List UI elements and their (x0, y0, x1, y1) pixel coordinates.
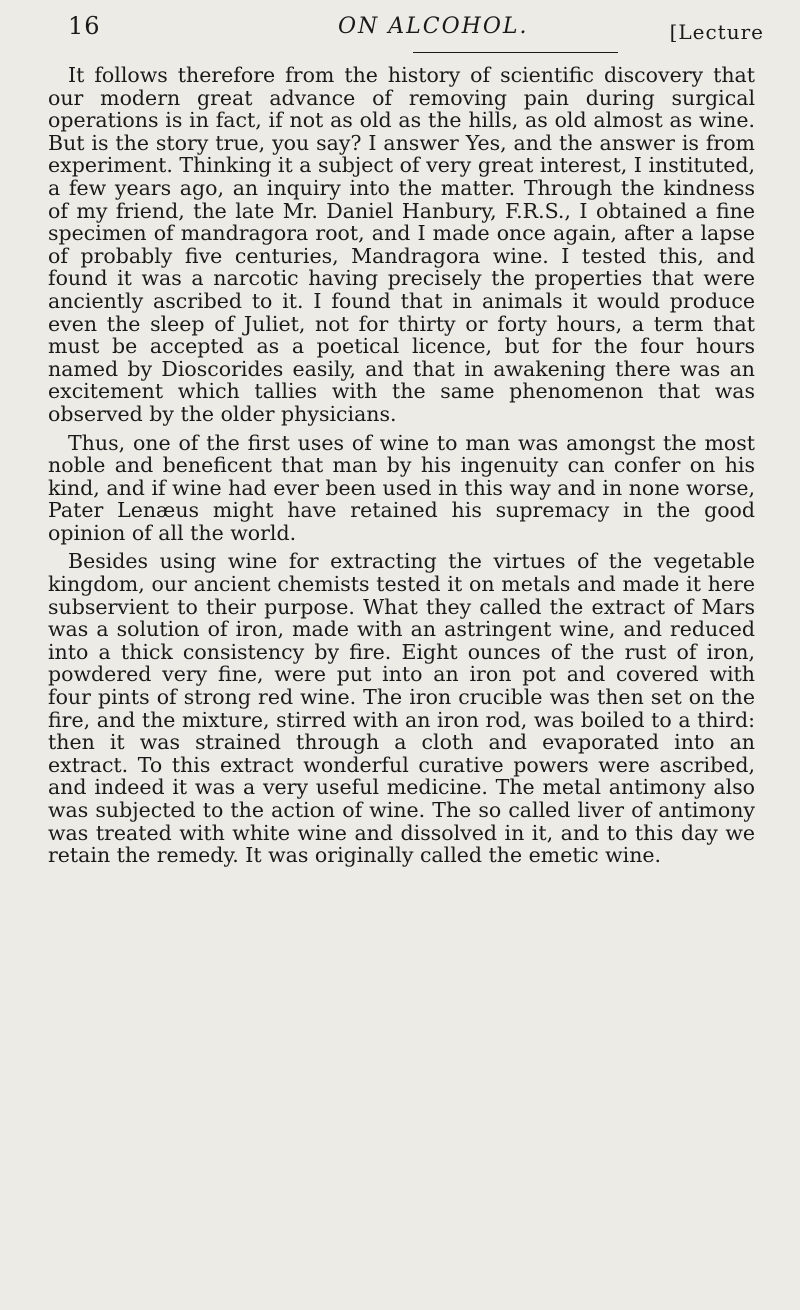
page-header (68, 12, 768, 52)
running-title: ON ALCOHOL. (338, 14, 529, 39)
paragraph-3: Besides using wine for extracting the virtues of the vegetable kingdom, our ancient chemists tested it on metals and made it here subservient to their purpose. What they called the extract of Mars was a solution of iron, made with an astringent wine, and reduced into a thick consistency by fire. Eight ounces of the rust of iron, powdered very fine, were put into an iron pot and covered with four pints of strong red wine. The iron crucible was then set on the fire, and the mixture, stirred with an iron rod, was boiled to a third: then it was strained through a cloth and evaporated into an extract. To this extract wonderful curative powers were ascribed, and indeed it was a very useful medicine. The metal antimony also was subjected to the action of wine. The so called liver of antimony was treated with white wine and dissolved in it, and to this day we retain the remedy. It was originally called the emetic wine. (48, 549, 755, 868)
body-text (48, 64, 755, 873)
paragraph-1: It follows therefore from the history of scientific discovery that our modern great advance of removing pain during surgical operations is in fact, if not as old as the hills, as old almost as wine. But is the story true, you say? I answer Yes, and the answer is from experiment. Thinking it a subject of very great interest, I instituted, a few years ago, an inquiry into the matter. Through the kindness of my friend, the late Mr. Daniel Hanbury, F.R.S., I obtained a fine specimen of mandragora root, and I made once again, after a lapse of probably five centuries, Mandragora wine. I tested this, and found it was a narcotic having precisely the properties that were anciently ascribed to it. I found that in animals it would produce even the sleep of Juliet, not for thirty or forty hours, a term that must be accepted as a poetical licence, but for the four hours named by Dioscorides easily, and that in awakening there was an excitement which tallies with the same phenomenon that was observed by the older physicians. (48, 63, 755, 426)
section-label: [Lecture (669, 20, 764, 44)
paragraph-2: Thus, one of the first uses of wine to man was amongst the most noble and beneficent that man by his ingenuity can confer on his kind, and if wine had ever been used in this way and in none worse, Pater Lenæus might have retained his supremacy in the good opinion of all the world. (48, 430, 755, 545)
page-number: 16 (68, 12, 101, 40)
header-rule (413, 52, 618, 53)
